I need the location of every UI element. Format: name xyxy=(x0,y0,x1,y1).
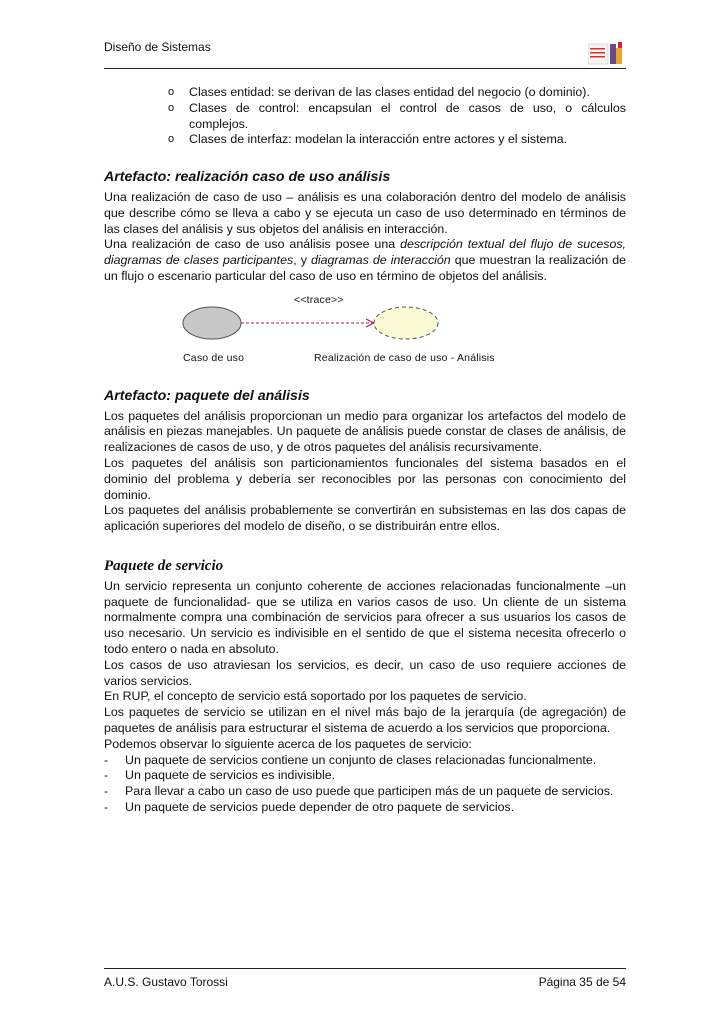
text-run: Una realización de caso de uso análisis posee una xyxy=(104,237,401,252)
list-item: - Un paquete de servicios contiene un conjunto de clases relacionadas funcionalmente. xyxy=(104,753,626,769)
footer-author: A.U.S. Gustavo Torossi xyxy=(104,975,228,989)
paragraph: Los casos de uso atraviesan los servicios, es decir, un caso de uso requiere acciones de varios servicios. xyxy=(104,657,626,688)
use-case-ellipse xyxy=(183,307,241,339)
header-logo-icon xyxy=(588,42,624,66)
list-item: o Clases de interfaz: modelan la interacción entre actores y el sistema. xyxy=(168,132,626,148)
paragraph: Podemos observar lo siguiente acerca de los paquetes de servicio: xyxy=(104,736,472,751)
trace-diagram xyxy=(104,293,626,389)
emphasis: diagramas de interacción xyxy=(310,253,451,268)
paragraph: Un servicio representa un conjunto coherente de acciones relacionadas funcionalmente –un paquete de funcionalidad- que se utiliza en varios casos de uso. Un cliente de un sistema normalmente compra una combinación de servicios para ofrecer a sus usuarios los casos de uso necesario. Un servicio es indivisible en el sentido de que el sistema necesita ofrecerlo o todo entero o nada en absoluto. xyxy=(104,578,626,656)
list-item: o Clases de control: encapsulan el control de casos de uso, o cálculos complejos. xyxy=(168,101,626,133)
paragraph: Los paquetes del análisis proporcionan un medio para organizar los artefactos del modelo de análisis en piezas manejables. Un paquete de análisis puede constar de clases de análisis, de realizaciones de casos de uso, y de otros paquetes del análisis recursivamente. xyxy=(104,408,626,455)
page-header-title: Diseño de Sistemas xyxy=(104,40,211,54)
paragraph: Los paquetes del análisis son particionamientos funcionales del sistema basados en el dominio del problema y debería ser reconocibles por las personas con conocimiento del dominio. xyxy=(104,455,626,502)
text-run: que muestran la realización de un flujo o escenario particular del caso de uso en término de objetos del análisis. xyxy=(104,253,626,283)
realization-ellipse xyxy=(374,307,438,339)
realization-label: Realización de caso de uso - Análisis xyxy=(314,351,495,364)
header-rule xyxy=(104,68,626,69)
list-item: - Un paquete de servicios puede depender de otro paquete de servicios. xyxy=(104,800,626,816)
trace-label: <<trace>> xyxy=(294,293,344,306)
page-content xyxy=(104,85,626,816)
classes-list xyxy=(168,85,626,148)
section-heading-servicio: Paquete de servicio xyxy=(104,557,224,574)
paragraph xyxy=(104,237,626,284)
paragraph: Los paquetes de servicio se utilizan en el nivel más bajo de la jerarquía (de agregación) de paquetes de análisis para estructurar el sistema de acuerdo a los servicios que proporciona. xyxy=(104,705,626,735)
section-heading-paquete: Artefacto: paquete del análisis xyxy=(104,387,310,404)
paragraph: En RUP, el concepto de servicio está soportado por los paquetes de servicio. xyxy=(104,689,527,704)
footer-page-number: Página 35 de 54 xyxy=(538,975,626,989)
list-item: o Clases entidad: se derivan de las clases entidad del negocio (o dominio). xyxy=(168,85,626,101)
paragraph: Los paquetes del análisis probablemente se convertirán en subsistemas en las dos capas de aplicación superiores del modelo de diseño, o se distribuirán entre ellos. xyxy=(104,503,626,534)
list-item: - Para llevar a cabo un caso de uso puede que participen más de un paquete de servicios. xyxy=(104,784,626,800)
footer-rule xyxy=(104,968,626,969)
use-case-label: Caso de uso xyxy=(183,351,245,364)
paragraph: Una realización de caso de uso – análisis es una colaboración dentro del modelo de análisis que describe cómo se lleva a cabo y se ejecuta un caso de uso determinado en términos de las clases del análisis y sus objetos del análisis en interacción. xyxy=(104,189,626,236)
emphasis: descripción textual del flujo de sucesos, diagramas de clases participantes xyxy=(104,237,626,268)
section-heading-realizacion: Artefacto: realización caso de uso análisis xyxy=(104,169,391,186)
text-run: , y xyxy=(293,253,311,268)
list-item: - Un paquete de servicios es indivisible. xyxy=(104,768,626,784)
service-list xyxy=(104,753,626,816)
